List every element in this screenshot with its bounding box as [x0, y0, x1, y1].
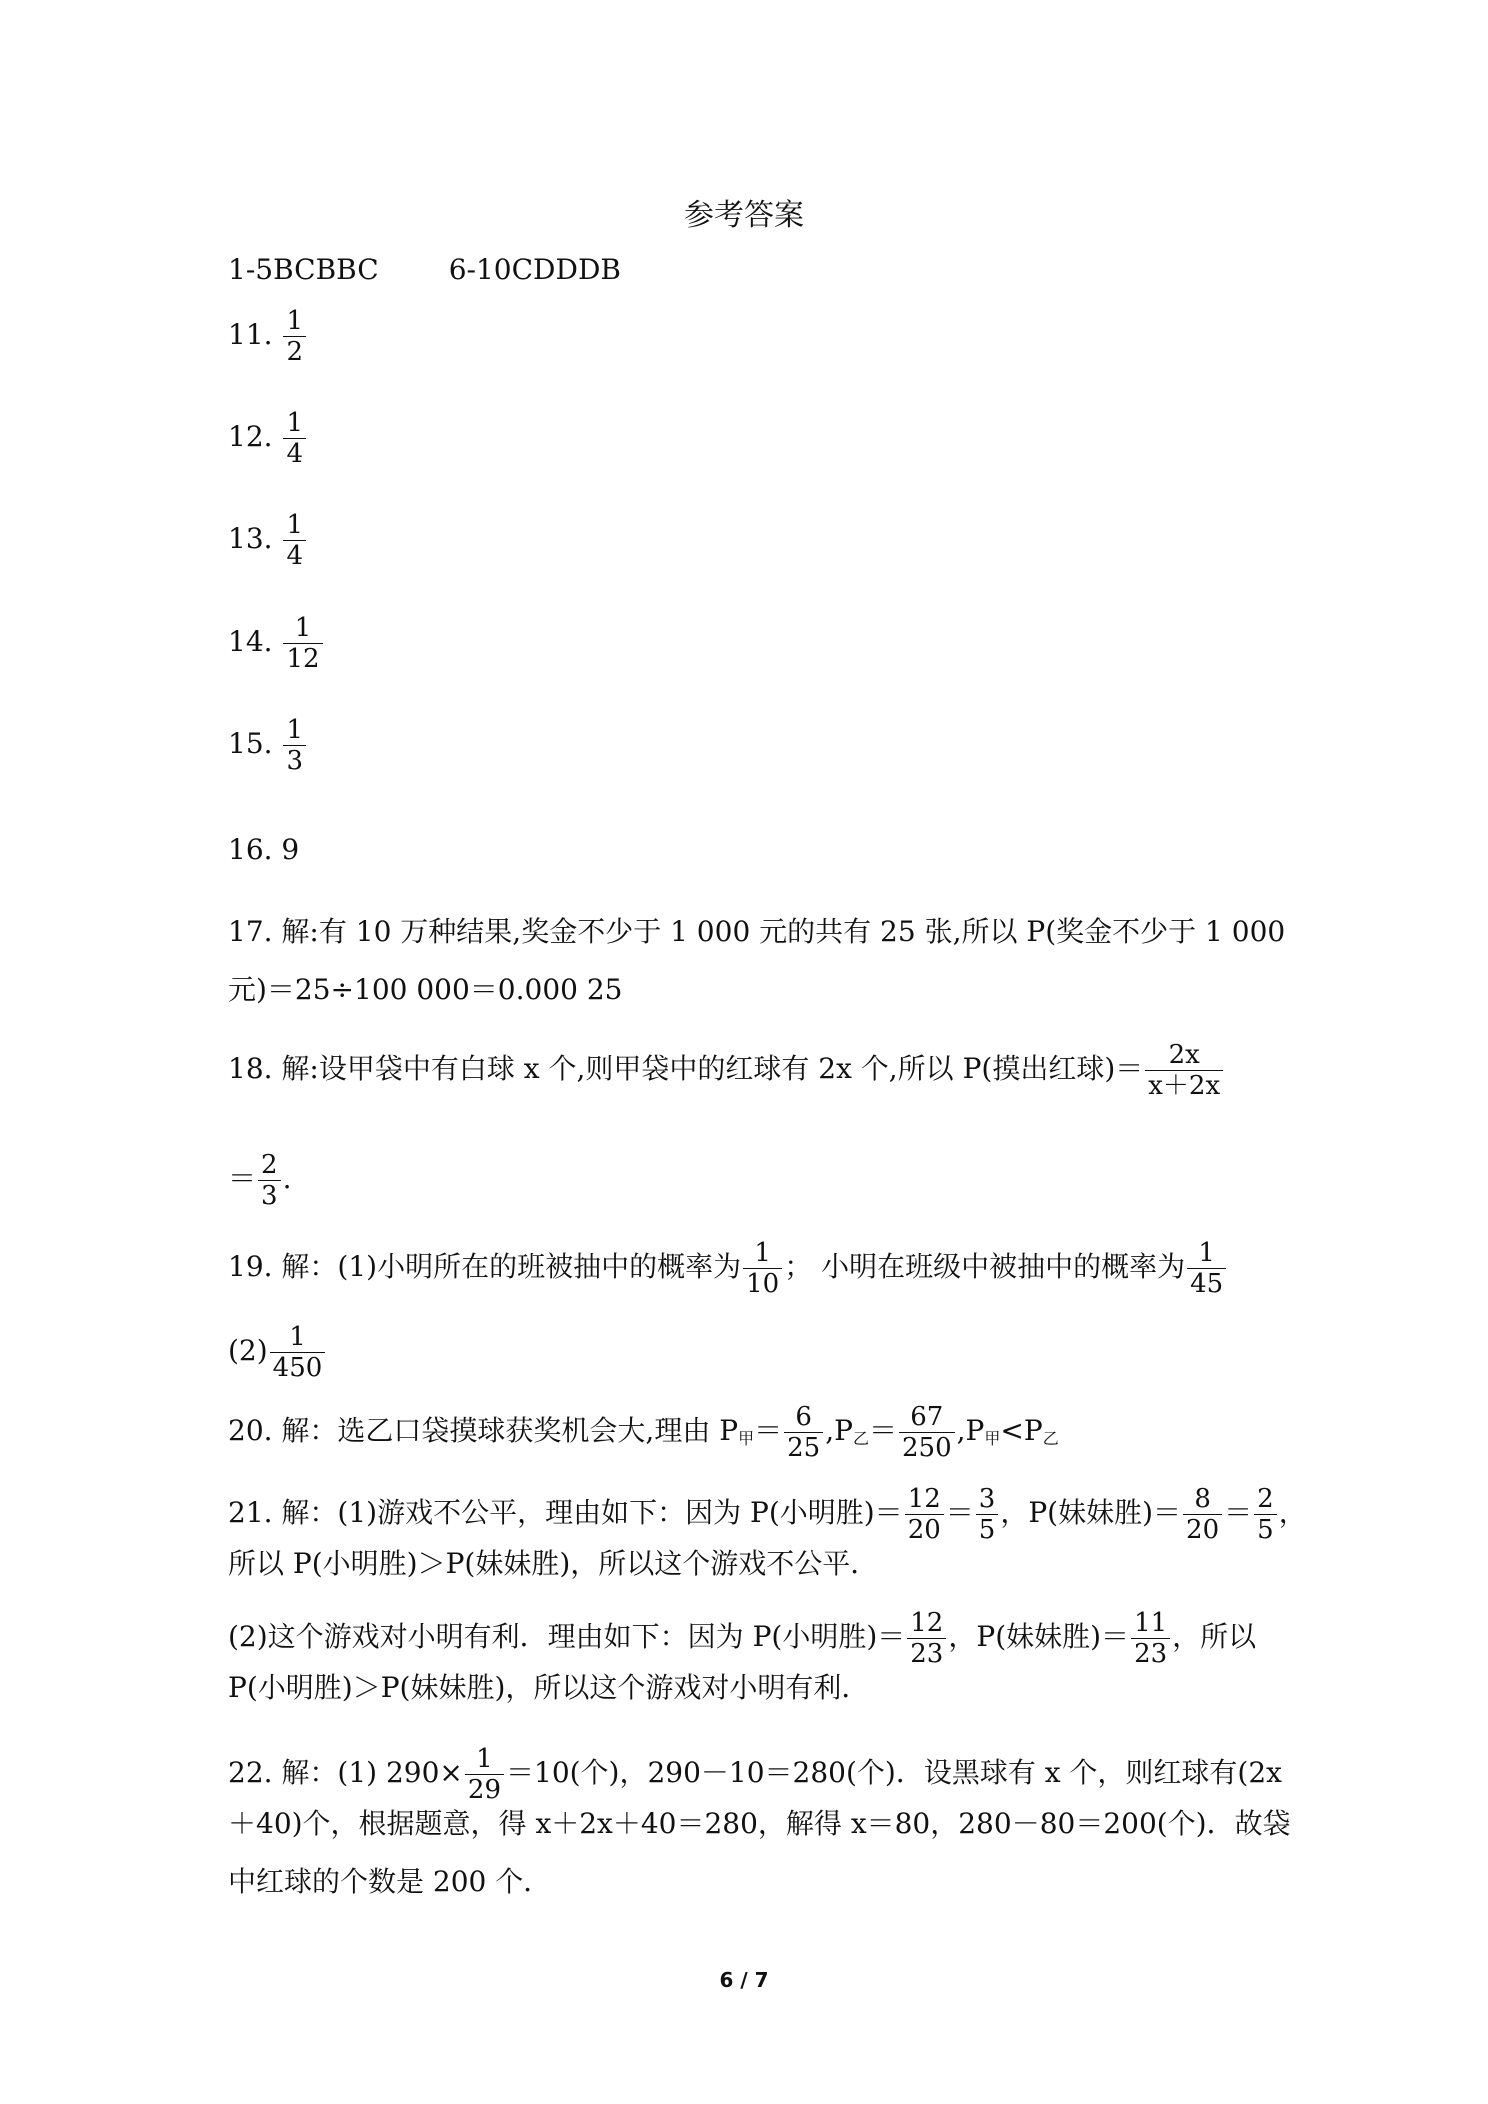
fraction: $\frac{3}{5}$ [976, 1484, 999, 1545]
fraction: $\frac{2x}{x+2x}$ [1145, 1040, 1223, 1101]
answer-17-line1: 17. 解:有 10 万种结果,奖金不少于 1 000 元的共有 25 张,所以 P(奖金不少于 1 000 [228, 915, 1286, 948]
fraction: $\frac{8}{20}$ [1183, 1484, 1222, 1545]
fraction: $\frac{1}{45}$ [1187, 1238, 1226, 1299]
answer-13: 13. $\frac{1}{4}$ [228, 510, 308, 571]
fraction: $\frac{6}{25}$ [784, 1402, 823, 1463]
fraction: $\frac{1}{10}$ [743, 1238, 782, 1299]
answer-16: 16. 9 [228, 833, 300, 866]
fraction: $\frac{11}{23}$ [1131, 1608, 1170, 1669]
fraction: $\frac{1}{12}$ [283, 613, 322, 674]
answer-15: 15. $\frac{1}{3}$ [228, 715, 308, 776]
answer-21-line3: (2)这个游戏对小明有利．理由如下：因为 P(小明胜)＝ $\frac{12}{23}$ ，P(妹妹胜)＝ $\frac{11}{23}$ ，所以 [228, 1608, 1257, 1669]
answer-22-line3: 中红球的个数是 200 个． [228, 1865, 552, 1898]
answer-11: 11. $\frac{1}{2}$ [228, 306, 308, 367]
fraction: $\frac{67}{250}$ [899, 1402, 955, 1463]
answer-21-line2: 所以 P(小明胜)＞P(妹妹胜)，所以这个游戏不公平． [228, 1547, 879, 1580]
fraction: $\frac{2}{3}$ [258, 1150, 281, 1211]
fraction: $\frac{12}{23}$ [907, 1608, 946, 1669]
fraction: $\frac{1}{3}$ [283, 715, 306, 776]
answer-21-line4: P(小明胜)＞P(妹妹胜)，所以这个游戏对小明有利． [228, 1671, 870, 1704]
mc-answers-1-5: 1-5BCBBC [228, 253, 379, 286]
answer-18-line1: 18. 解:设甲袋中有白球 x 个,则甲袋中的红球有 2x 个,所以 P(摸出红球)＝ $\frac{2x}{x+2x}$ [228, 1040, 1225, 1101]
answer-19-line1: 19. 解：(1)小明所在的班被抽中的概率为 $\frac{1}{10}$ ； 小明在班级中被抽中的概率为 $\frac{1}{45}$ [228, 1238, 1228, 1299]
answer-18-line2: ＝ $\frac{2}{3}$ . [228, 1150, 292, 1211]
answer-21-line1: 21. 解：(1)游戏不公平，理由如下：因为 P(小明胜)＝ $\frac{12}{20}$ ＝ $\frac{3}{5}$ ，P(妹妹胜)＝ $\frac{8}{20}$ ＝ $\frac{2}{5}$ ， [228, 1484, 1307, 1545]
answer-12: 12. $\frac{1}{4}$ [228, 408, 308, 469]
fraction: $\frac{1}{4}$ [283, 408, 306, 469]
answer-14: 14. $\frac{1}{12}$ [228, 613, 325, 674]
fraction: $\frac{1}{450}$ [270, 1322, 326, 1383]
fraction: $\frac{1}{4}$ [283, 510, 306, 571]
page-number: 6 / 7 [719, 1968, 769, 1992]
page-title: 参考答案 [684, 198, 804, 233]
answer-22-line1: 22. 解：(1) 290× $\frac{1}{29}$ ＝10(个)，290－10＝280(个)．设黑球有 x 个，则红球有(2x [228, 1744, 1282, 1805]
answer-20: 20. 解：选乙口袋摸球获奖机会大,理由 $P_甲=$ $\frac{6}{25}$ $,P_乙=$ $\frac{67}{250}$ $,P_甲<P_乙$ [228, 1402, 1059, 1463]
fraction: $\frac{12}{20}$ [905, 1484, 944, 1545]
answer-19-line2: (2) $\frac{1}{450}$ [228, 1322, 327, 1383]
fraction: $\frac{1}{29}$ [465, 1744, 504, 1805]
fraction: $\frac{1}{2}$ [283, 306, 306, 367]
fraction: $\frac{2}{5}$ [1254, 1484, 1277, 1545]
mc-answers-6-10: 6-10CDDDB [448, 253, 621, 286]
answer-22-line2: ＋40)个，根据题意，得 x＋2x＋40＝280，解得 x＝80，280－80＝200(个)．故袋 [228, 1807, 1291, 1840]
answer-17-line2: 元)＝25÷100 000＝0.000 25 [228, 973, 623, 1006]
mc-answers [228, 250, 621, 290]
